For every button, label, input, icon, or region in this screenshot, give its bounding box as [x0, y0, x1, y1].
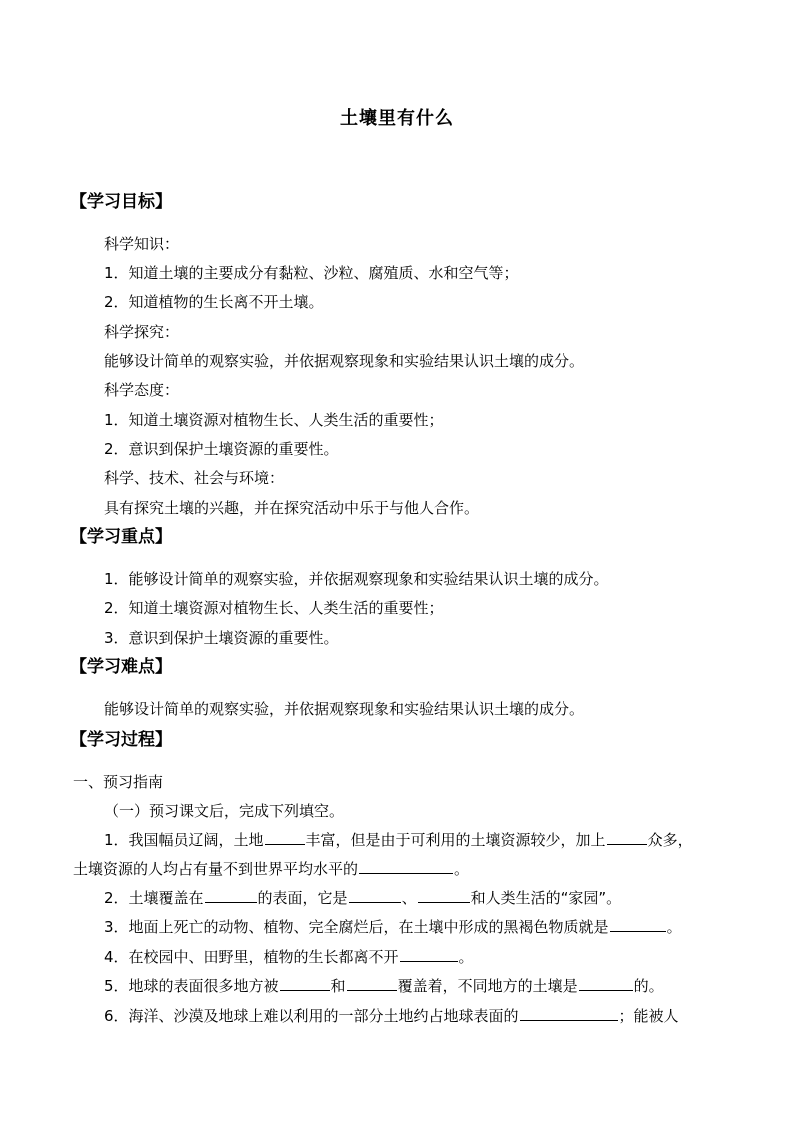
question-1-text-c: 众多， [647, 831, 693, 849]
question-5-text-c: 覆盖着，不同地方的土壤是 [397, 977, 578, 995]
attitude-item-1: 1．知道土壤资源对植物生长、人类生活的重要性； [104, 411, 444, 429]
question-2-blank-2[interactable] [349, 887, 401, 903]
question-4-text-a: 4．在校园中、田野里，植物的生长都离不开 [104, 948, 399, 966]
question-5 [104, 975, 664, 997]
question-3-text-b: 。 [666, 918, 682, 936]
question-2-blank-1[interactable] [205, 887, 257, 903]
question-3-blank-1[interactable] [610, 916, 666, 932]
question-5-blank-2[interactable] [347, 975, 397, 991]
question-5-text-a: 5．地球的表面很多地方被 [104, 977, 279, 995]
question-2-text-b: 的表面，它是 [257, 889, 348, 907]
knowledge-label: 科学知识： [104, 235, 180, 253]
question-6-text-a: 6．海洋、沙漠及地球上难以利用的一部分土地约占地球表面的 [104, 1007, 519, 1025]
question-6-text-b: ；能被人 [618, 1007, 679, 1025]
key-point-3: 3．意识到保护土壤资源的重要性。 [104, 629, 339, 647]
question-1-text-d: 土壤资源的人均占有量不到世界平均水平的 [73, 860, 359, 878]
question-1-text-e: 。 [454, 860, 470, 878]
question-5-blank-1[interactable] [280, 975, 330, 991]
key-point-2: 2．知道土壤资源对植物生长、人类生活的重要性； [104, 599, 444, 617]
question-3-text-a: 3．地面上死亡的动物、植物、完全腐烂后，在土壤中形成的黑褐色物质就是 [104, 918, 609, 936]
question-2-text-d: 和人类生活的“家园”。 [470, 889, 622, 907]
key-point-1: 1．能够设计简单的观察实验，并依据观察现象和实验结果认识土壤的成分。 [104, 570, 609, 588]
question-2-blank-3[interactable] [418, 887, 470, 903]
question-4 [104, 946, 474, 968]
question-1-blank-2[interactable] [607, 829, 647, 845]
sts-label: 科学、技术、社会与环境： [104, 469, 285, 487]
question-2-text-c: 、 [401, 889, 417, 907]
sts-item-1: 具有探究土壤的兴趣，并在探究活动中乐于与他人合作。 [104, 499, 480, 517]
inquiry-label: 科学探究： [104, 323, 180, 341]
question-1-continued [73, 858, 469, 880]
inquiry-item-1: 能够设计简单的观察实验，并依据观察现象和实验结果认识土壤的成分。 [104, 352, 585, 370]
knowledge-item-1: 1．知道土壤的主要成分有黏粒、沙粒、腐殖质、水和空气等； [104, 264, 519, 282]
knowledge-item-2: 2．知道植物的生长离不开土壤。 [104, 293, 324, 311]
section-preview-guide: 一、预习指南 [73, 773, 164, 791]
question-2-text-a: 2．土壤覆盖在 [104, 889, 204, 907]
question-5-text-b: 和 [330, 977, 346, 995]
attitude-label: 科学态度： [104, 381, 180, 399]
process-heading: 【学习过程】 [70, 730, 172, 750]
question-1-text-a: 1．我国幅员辽阔，土地 [104, 831, 264, 849]
question-3 [104, 916, 682, 938]
difficulties-heading: 【学习难点】 [70, 657, 172, 677]
question-5-blank-3[interactable] [579, 975, 633, 991]
question-2 [104, 887, 621, 909]
question-6-blank-1[interactable] [520, 1005, 618, 1021]
key-points-heading: 【学习重点】 [70, 527, 172, 547]
question-4-text-b: 。 [458, 948, 474, 966]
subsection-fill-blanks: （一）预习课文后，完成下列填空。 [104, 802, 345, 820]
page-title: 土壤里有什么 [340, 108, 454, 129]
question-1 [104, 829, 693, 851]
goals-heading: 【学习目标】 [70, 192, 172, 212]
question-4-blank-1[interactable] [400, 946, 458, 962]
question-6 [104, 1005, 679, 1027]
question-1-blank-1[interactable] [265, 829, 305, 845]
question-1-blank-3[interactable] [359, 858, 453, 874]
question-5-text-d: 的。 [633, 977, 664, 995]
question-1-text-b: 丰富，但是由于可利用的土壤资源较少，加上 [305, 831, 606, 849]
attitude-item-2: 2．意识到保护土壤资源的重要性。 [104, 440, 339, 458]
difficulty-item-1: 能够设计简单的观察实验，并依据观察现象和实验结果认识土壤的成分。 [104, 700, 585, 718]
